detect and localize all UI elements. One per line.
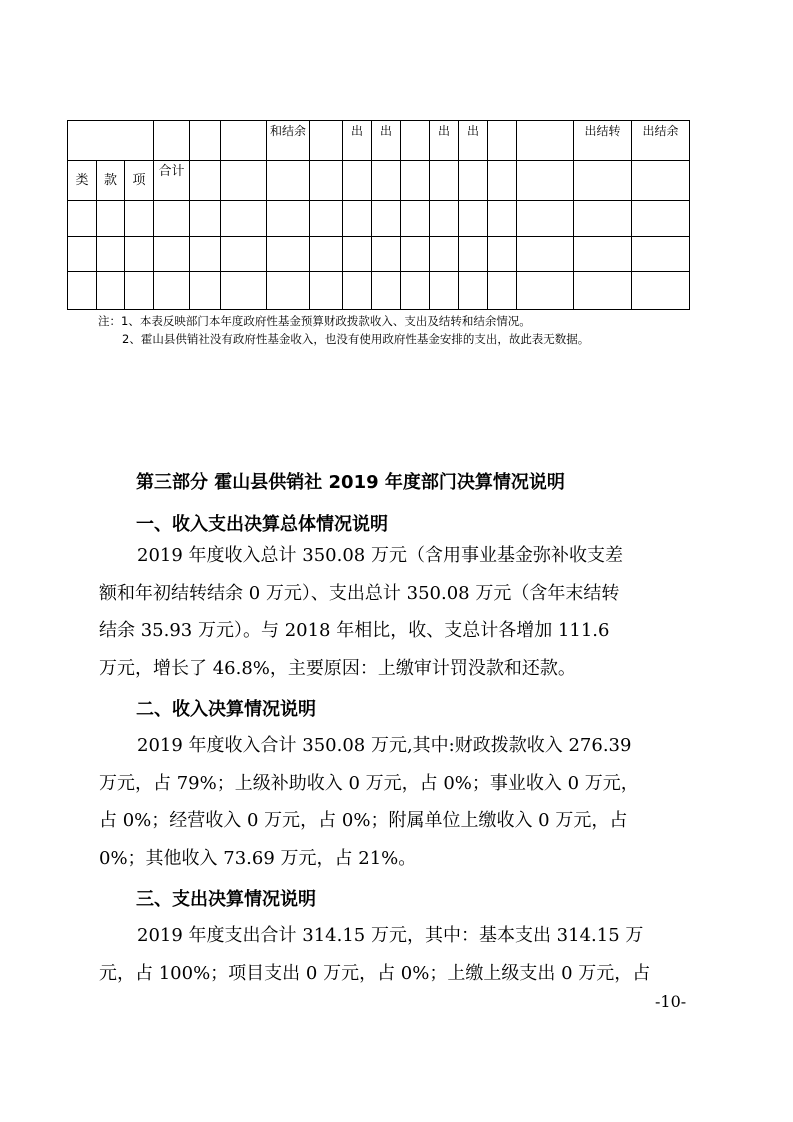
table-cell: 出 [459,121,488,161]
table-cell: 出 [372,121,401,161]
table-cell [488,121,517,161]
table-cell [574,161,632,201]
text-line: 元，占 100%；项目支出 0 万元，占 0%；上缴上级支出 0 万元，占 [99,962,651,984]
table-cell [372,161,401,201]
table-cell: 和结余 [267,121,310,161]
table-cell [68,121,154,161]
text-line: 2019 年度收入总计 350.08 万元（含用事业基金弥补收支差 [137,545,623,566]
table-cell: 出结转 [574,121,632,161]
table-row [68,236,690,271]
table-cell-category: 类 [68,161,97,201]
text-line: 2019 年度收入合计 350.08 万元,其中:财政拨款收入 276.39 [137,735,632,756]
text-line: 占 0%；经营收入 0 万元，占 0%；附属单位上缴收入 0 万元，占 [99,810,628,831]
table-cell [154,121,190,161]
table-row [68,271,690,309]
page-number: -10- [655,992,687,1011]
text-line: 万元，增长了 46.8%，主要原因：上缴审计罚没款和还款。 [99,657,576,679]
table-cell [190,161,221,201]
heading-expenditure: 三、支出决算情况说明 [136,889,316,910]
text-line: 2019 年度支出合计 314.15 万元，其中：基本支出 314.15 万 [137,925,644,946]
table-cell [190,121,221,161]
heading-income: 二、收入决算情况说明 [136,699,316,720]
table-header-row-2 [68,161,690,201]
table-cell [430,161,459,201]
part-title: 第三部分 霍山县供销社 2019 年度部门决算情况说明 [136,472,565,493]
table-cell-item: 项 [125,161,154,201]
paragraph-income [99,727,699,877]
table-cell [632,161,690,201]
table-cell [221,161,267,201]
table-header-row-1 [68,121,690,161]
table-cell [267,161,310,201]
table-cell: 出 [430,121,459,161]
paragraph-overview [99,537,699,687]
table-cell [310,161,343,201]
table-cell [459,161,488,201]
table-notes [98,312,589,348]
table-cell [517,121,574,161]
table-cell [401,161,430,201]
table-row [68,201,690,236]
table-cell-section: 款 [97,161,125,201]
table-cell [310,121,343,161]
table-cell [221,121,267,161]
text-line: 0%；其他收入 73.69 万元，占 21%。 [99,847,417,869]
text-line: 万元，占 79%；上级补助收入 0 万元，占 0%；事业收入 0 万元， [99,772,639,794]
table-cell [517,161,574,201]
table-cell [343,161,372,201]
text-line: 额和年初结转结余 0 万元）、支出总计 350.08 万元（含年末结转 [99,582,620,604]
note-line-1: 注：1、本表反映部门本年度政府性基金预算财政拨款收入、支出及结转和结余情况。 [98,314,531,328]
paragraph-expenditure [99,917,699,992]
table-cell-total: 合计 [154,161,190,201]
table-cell [401,121,430,161]
text-line: 结余 35.93 万元）。与 2018 年相比，收、支总计各增加 111.6 [99,620,610,641]
heading-overview: 一、收入支出决算总体情况说明 [136,514,388,535]
table-cell: 出结余 [632,121,690,161]
fund-table [67,120,690,310]
table-cell [488,161,517,201]
note-line-2: 2、霍山县供销社没有政府性基金收入，也没有使用政府性基金安排的支出，故此表无数据。 [122,332,590,346]
table-cell: 出 [343,121,372,161]
